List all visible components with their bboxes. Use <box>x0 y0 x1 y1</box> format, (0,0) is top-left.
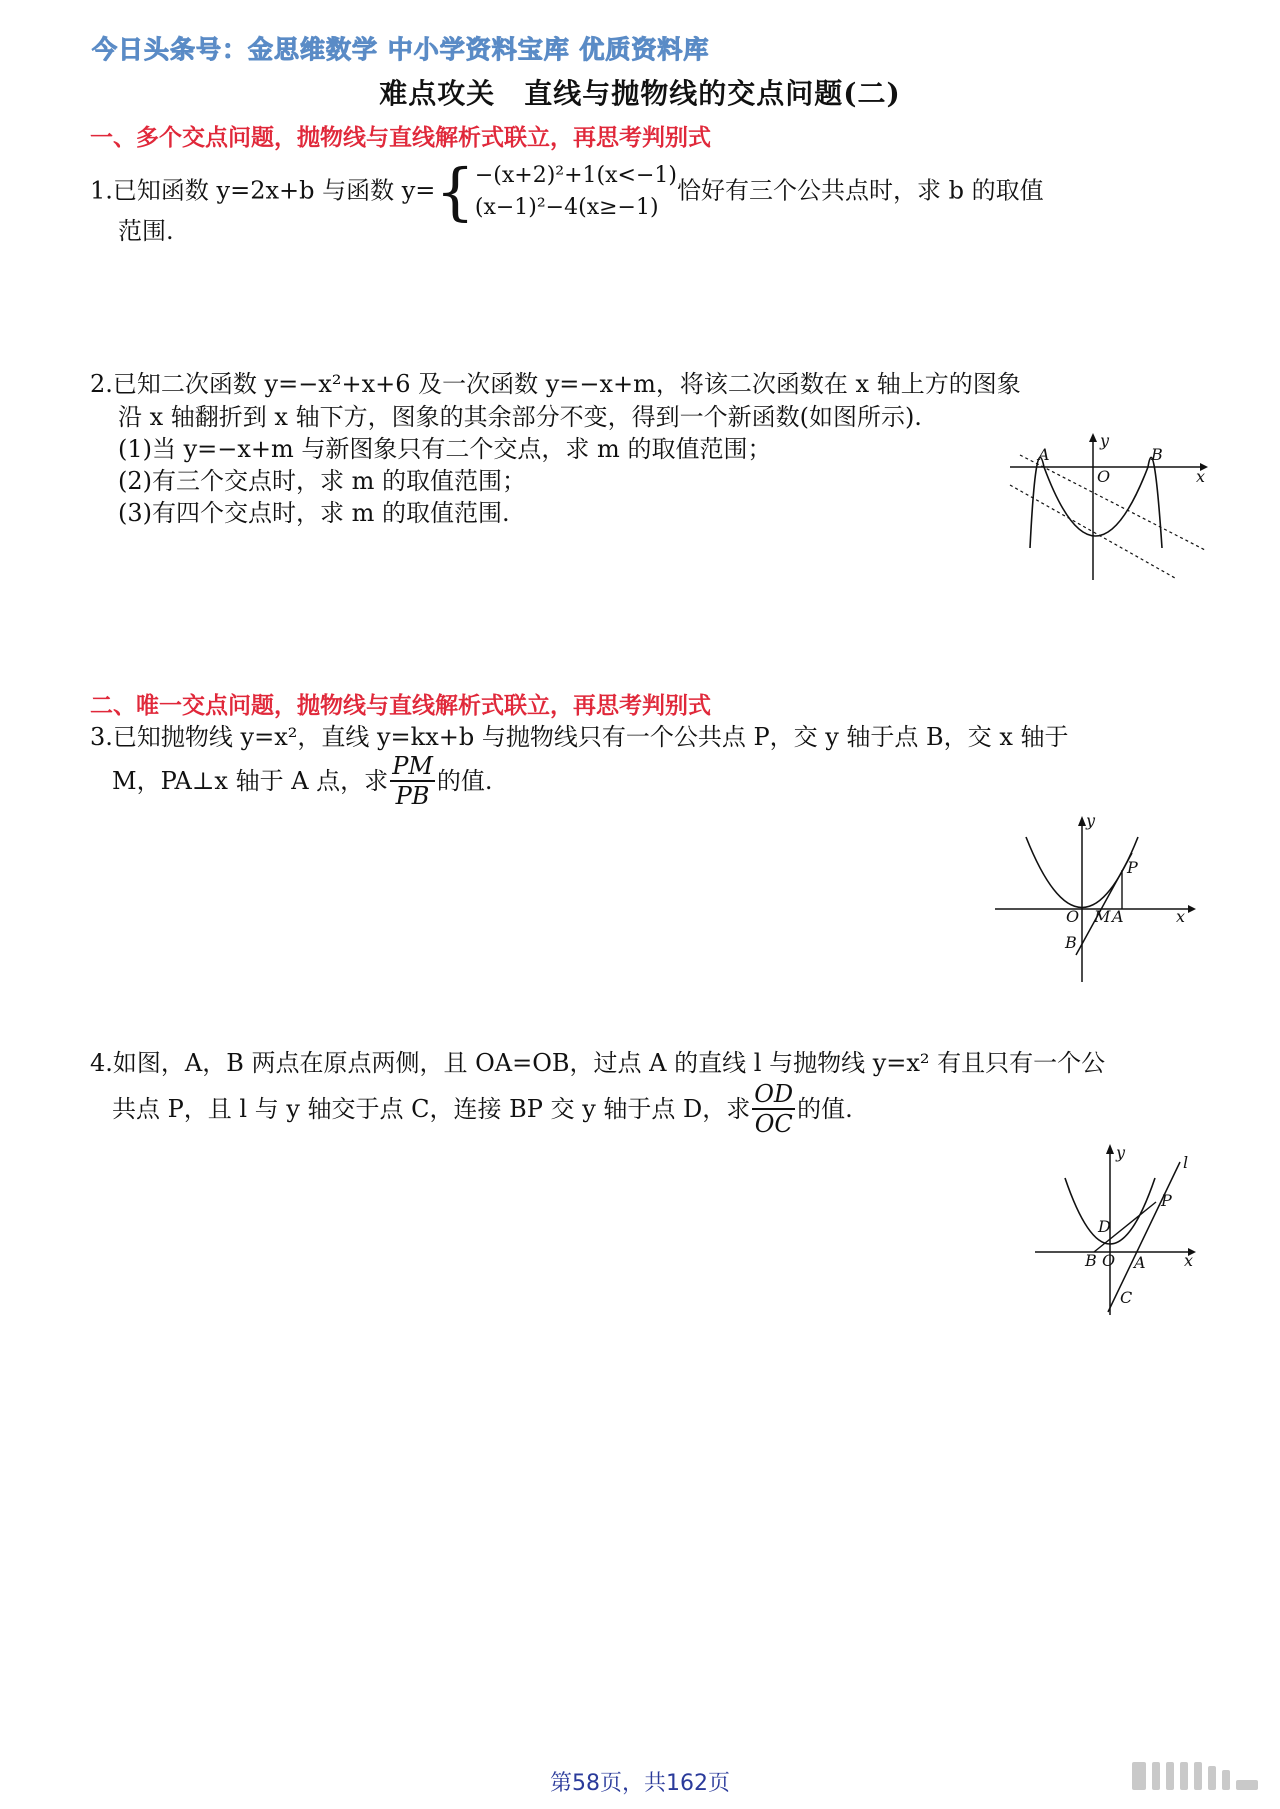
q2-line2: 沿 x 轴翻折到 x 轴下方，图象的其余部分不变，得到一个新函数(如图所示). <box>118 403 922 431</box>
q3-figure <box>990 810 1200 985</box>
q3-label-x: x <box>1176 907 1186 926</box>
watermark: 今日头条号：金思维数学 中小学资料宝库 优质资料库 <box>92 35 710 64</box>
q3-x-arrow <box>1188 905 1196 913</box>
scroll-indicator-icon <box>1132 1762 1258 1790</box>
q3-line2-pre: M，PA⊥x 轴于 A 点，求 <box>112 767 389 795</box>
piecewise-brace: { <box>435 155 475 228</box>
q2-label-A: A <box>1038 445 1050 464</box>
q3-label-y: y <box>1086 811 1096 830</box>
q3-tangent-line <box>1076 853 1132 955</box>
q4-line-l <box>1108 1162 1180 1312</box>
q4-label-C: C <box>1120 1288 1133 1307</box>
q2-label-y: y <box>1100 431 1110 450</box>
q1-tail: 恰好有三个公共点时，求 b 的取值 <box>676 176 1044 205</box>
q4-figure <box>1030 1140 1205 1320</box>
section-heading-2: 二、唯一交点问题，抛物线与直线解析式联立，再思考判别式 <box>90 693 711 719</box>
q2-sub3: (3)有四个交点时，求 m 的取值范围. <box>118 499 510 527</box>
q3-label-M: M <box>1094 907 1111 926</box>
piecewise-case-bottom: (x−1)²−4(x≥−1) <box>474 195 659 220</box>
q1-line2: 范围. <box>118 217 174 245</box>
q4-line2-post: 的值. <box>797 1095 853 1123</box>
q3-label-P: P <box>1127 858 1138 877</box>
q4-line2-pre: 共点 P，且 l 与 y 轴交于点 C，连接 BP 交 y 轴于点 D，求 <box>112 1095 751 1123</box>
q3-label-B: B <box>1065 933 1077 952</box>
piecewise-case-top: −(x+2)²+1(x<−1) <box>474 163 677 188</box>
question-1 <box>90 155 1230 228</box>
q4-fraction <box>752 1080 795 1138</box>
q4-label-A: A <box>1134 1253 1146 1272</box>
q2-figure <box>1000 430 1210 590</box>
q3-fraction <box>390 752 435 810</box>
q2-folded-parabola <box>1030 457 1162 548</box>
q4-label-x: x <box>1184 1251 1194 1270</box>
q2-dashed-line-upper <box>1020 455 1205 550</box>
q4-label-O: O <box>1102 1251 1116 1270</box>
q4-label-D: D <box>1098 1217 1111 1236</box>
q2-y-arrow <box>1089 433 1097 442</box>
q3-y-arrow <box>1078 816 1086 826</box>
q4-line1: 4.如图，A，B 两点在原点两侧，且 OA=OB，过点 A 的直线 l 与抛物线 y=x² 有且只有一个公 <box>90 1049 1106 1077</box>
q4-label-l: l <box>1183 1153 1189 1172</box>
q4-label-y: y <box>1116 1143 1126 1162</box>
q2-label-B: B <box>1151 445 1163 464</box>
q4-y-arrow <box>1106 1144 1114 1154</box>
q4-line2 <box>112 1080 853 1138</box>
q4-label-B: B <box>1085 1251 1097 1270</box>
q2-label-x: x <box>1196 467 1206 486</box>
q3-label-O: O <box>1066 907 1080 926</box>
q3-line2-post: 的值. <box>436 767 493 795</box>
q2-sub1: (1)当 y=−x+m 与新图象只有二个交点，求 m 的取值范围； <box>118 435 772 463</box>
q3-frac-den: PB <box>395 782 430 810</box>
piecewise-cases <box>475 160 677 224</box>
q3-label-A: A <box>1112 907 1124 926</box>
page-title: 难点攻关 直线与抛物线的交点问题(二) <box>379 77 901 110</box>
q3-line1: 3.已知抛物线 y=x²，直线 y=kx+b 与抛物线只有一个公共点 P，交 y 轴于点 B，交 x 轴于 <box>90 723 1069 751</box>
q3-frac-num: PM <box>392 752 433 780</box>
section-heading-1: 一、多个交点问题，抛物线与直线解析式联立，再思考判别式 <box>90 125 711 151</box>
q2-label-O: O <box>1097 467 1111 486</box>
q4-frac-den: OC <box>754 1110 793 1138</box>
q2-sub2: (2)有三个交点时，求 m 的取值范围； <box>118 467 527 495</box>
q3-line2 <box>112 752 493 810</box>
q2-line1: 2.已知二次函数 y=−x²+x+6 及一次函数 y=−x+m，将该二次函数在 x 轴上方的图象 <box>90 370 1021 398</box>
q4-label-P: P <box>1161 1191 1172 1210</box>
q4-frac-num: OD <box>754 1080 794 1108</box>
page-number: 第58页，共162页 <box>550 1771 730 1796</box>
q1-lead: 1.已知函数 y=2x+b 与函数 y= <box>90 176 436 205</box>
